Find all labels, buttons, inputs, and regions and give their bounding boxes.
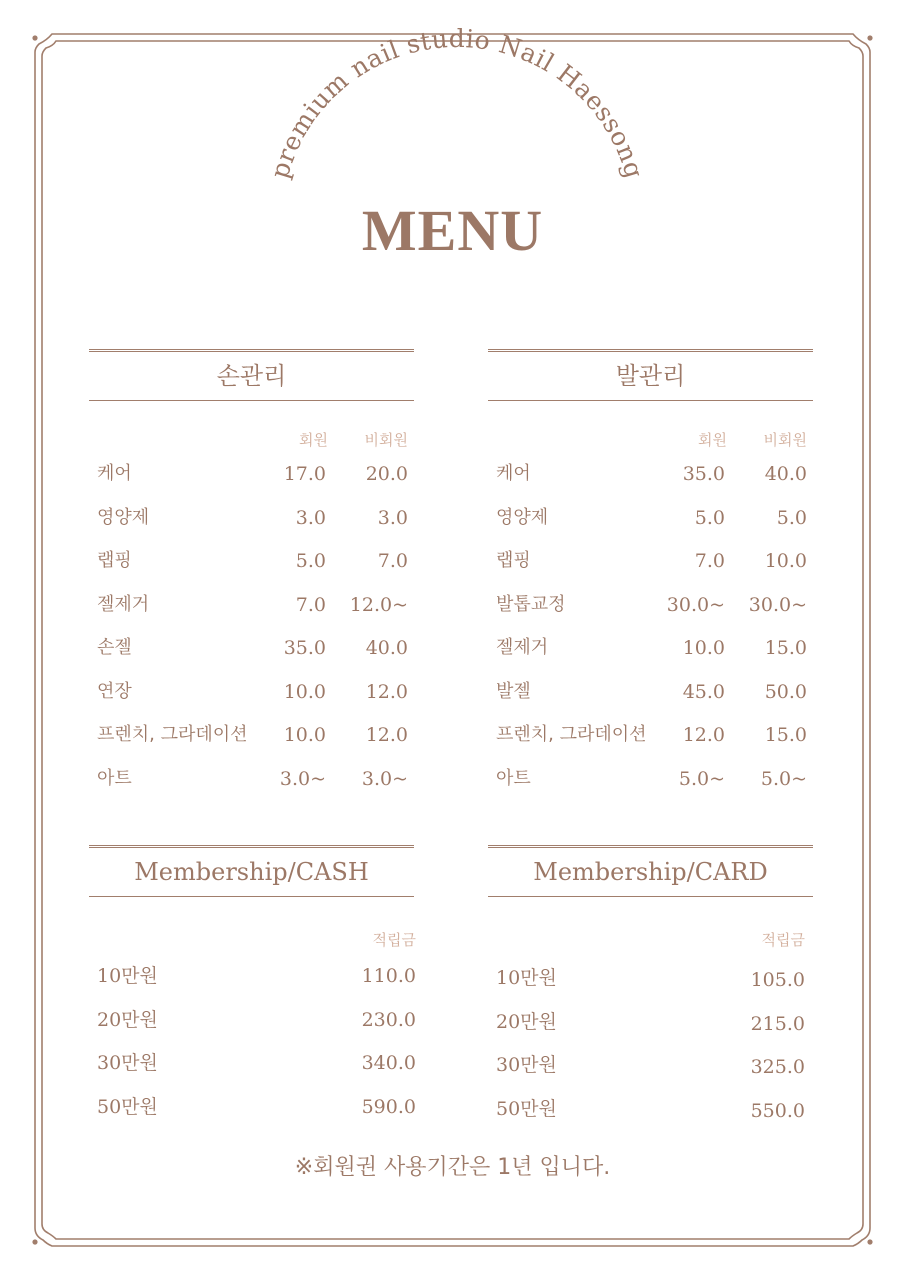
price-row: [488, 503, 813, 547]
nonmember-price: 10.0: [764, 550, 807, 572]
price-row: [89, 459, 414, 503]
membership-card-heading: [488, 845, 813, 897]
price-row: [89, 764, 414, 808]
nonmember-price: 7.0: [377, 550, 408, 572]
service-name: 젤제거: [496, 637, 549, 658]
membership-amount: 10만원: [496, 967, 557, 989]
membership-row: [488, 963, 813, 1007]
nonmember-price: 12.0~: [349, 593, 408, 616]
membership-amount: 30만원: [97, 1052, 158, 1074]
membership-cash-list: [89, 961, 414, 1135]
service-name: 케어: [496, 463, 531, 484]
member-price: 10.0: [283, 724, 326, 746]
service-name: 프렌치, 그라데이션: [496, 724, 647, 745]
membership-points: 340.0: [361, 1052, 416, 1074]
nonmember-price: 12.0: [365, 680, 408, 703]
member-price: 12.0: [682, 724, 725, 746]
price-row: [488, 546, 813, 590]
price-row: [488, 590, 813, 634]
member-price: 35.0: [682, 463, 725, 485]
service-name: 손젤: [97, 637, 132, 658]
membership-card-column-header: [488, 929, 813, 949]
member-price: 5.0: [295, 550, 326, 572]
service-name: 랩핑: [97, 550, 132, 571]
service-name: 랩핑: [496, 550, 531, 571]
service-name: 아트: [97, 767, 132, 789]
membership-points: 110.0: [361, 965, 416, 987]
nonmember-price: 3.0~: [361, 767, 408, 790]
price-row: [488, 764, 813, 808]
foot-care-heading: [488, 349, 813, 401]
service-name: 케어: [97, 463, 132, 484]
points-column-header: 적립금: [372, 931, 416, 949]
membership-row: [89, 961, 414, 1005]
foot-care-column-headers: [488, 429, 813, 449]
hand-care-column-headers: [89, 429, 414, 449]
price-row: [89, 633, 414, 677]
price-row: [488, 677, 813, 721]
price-row: [89, 503, 414, 547]
service-name: 영양제: [97, 506, 150, 528]
membership-amount: 50만원: [97, 1095, 158, 1118]
nonmember-column-header: 비회원: [763, 431, 807, 449]
service-name: 영양제: [496, 506, 549, 528]
membership-row: [89, 1092, 414, 1136]
nonmember-price: 15.0: [764, 724, 807, 746]
hand-care-list: [89, 459, 414, 807]
member-price: 7.0: [295, 593, 326, 616]
nonmember-price: 5.0: [776, 506, 807, 529]
member-price: 3.0~: [279, 767, 326, 790]
price-row: [89, 546, 414, 590]
membership-row: [488, 1094, 813, 1138]
nonmember-price: 12.0: [365, 724, 408, 746]
price-row: [89, 720, 414, 764]
member-price: 30.0~: [666, 593, 725, 616]
member-price: 10.0: [283, 680, 326, 703]
membership-row: [488, 1050, 813, 1094]
member-price: 45.0: [682, 680, 725, 703]
membership-card-section: [488, 845, 813, 1137]
membership-points: 215.0: [750, 1012, 805, 1035]
membership-points: 105.0: [750, 969, 805, 991]
membership-row: [89, 1005, 414, 1049]
membership-points: 590.0: [361, 1095, 416, 1118]
membership-points: 325.0: [750, 1056, 805, 1078]
membership-validity-note: ※회원권 사용기간은 1년 입니다.: [294, 1155, 611, 1180]
membership-cash-heading: [89, 845, 414, 897]
membership-points: 550.0: [750, 1099, 805, 1122]
member-price: 10.0: [682, 637, 725, 659]
service-name: 연장: [97, 680, 132, 702]
arc-brand-text: premium nail studio Nail Haessong: [264, 23, 650, 182]
foot-care-section: [488, 349, 813, 807]
member-price: 5.0~: [678, 767, 725, 790]
svg-text:premium nail studio Nail Haess: [265, 24, 649, 182]
membership-amount: 20만원: [97, 1008, 158, 1031]
member-price: 5.0: [694, 506, 725, 529]
membership-amount: 50만원: [496, 1097, 557, 1120]
nonmember-price: 40.0: [365, 637, 408, 659]
price-row: [488, 459, 813, 503]
hand-care-title: 손관리: [216, 362, 287, 390]
membership-amount: 10만원: [97, 965, 158, 987]
price-row: [488, 720, 813, 764]
member-column-header: 회원: [698, 431, 727, 449]
hand-care-heading: [89, 349, 414, 401]
membership-cash-title: Membership/CASH: [134, 858, 369, 886]
service-name: 젤제거: [97, 593, 150, 615]
nonmember-price: 20.0: [365, 463, 408, 485]
service-name: 아트: [496, 767, 531, 789]
membership-amount: 30만원: [496, 1054, 557, 1076]
membership-row: [488, 1007, 813, 1051]
nonmember-column-header: 비회원: [364, 431, 408, 449]
points-column-header: 적립금: [761, 931, 805, 949]
menu-title: MENU: [361, 198, 544, 263]
price-row: [488, 633, 813, 677]
membership-card-title: Membership/CARD: [533, 858, 768, 886]
member-price: 17.0: [283, 463, 326, 485]
membership-cash-column-header: [89, 929, 414, 949]
member-column-header: 회원: [299, 431, 328, 449]
membership-points: 230.0: [361, 1008, 416, 1031]
membership-card-list: [488, 963, 813, 1137]
member-price: 3.0: [295, 506, 326, 529]
price-row: [89, 677, 414, 721]
member-price: 7.0: [694, 550, 725, 572]
nonmember-price: 30.0~: [748, 593, 807, 616]
nonmember-price: 50.0: [764, 680, 807, 703]
service-name: 발톱교정: [496, 593, 566, 615]
nonmember-price: 3.0: [377, 506, 408, 529]
member-price: 35.0: [283, 637, 326, 659]
hand-care-section: [89, 349, 414, 807]
membership-cash-section: [89, 845, 414, 1135]
foot-care-list: [488, 459, 813, 807]
service-name: 발젤: [496, 680, 531, 702]
membership-row: [89, 1048, 414, 1092]
nonmember-price: 40.0: [764, 463, 807, 485]
service-name: 프렌치, 그라데이션: [97, 724, 248, 745]
nonmember-price: 5.0~: [760, 767, 807, 790]
membership-amount: 20만원: [496, 1010, 557, 1033]
nonmember-price: 15.0: [764, 637, 807, 659]
foot-care-title: 발관리: [615, 362, 686, 390]
price-row: [89, 590, 414, 634]
